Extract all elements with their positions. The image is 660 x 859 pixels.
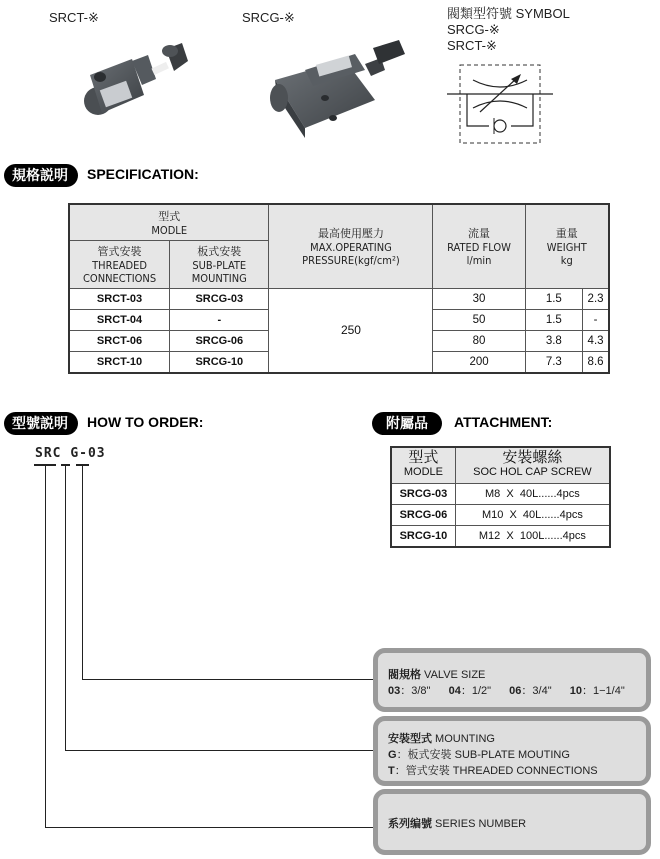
cell-subplate: - [170, 309, 269, 330]
series-title-en: SERIES NUMBER [432, 818, 527, 830]
valve-size-title-en: VALVE SIZE [421, 669, 486, 681]
size-code-04: 04 [448, 685, 461, 697]
product-caption-srcg: SRCG-※ [242, 10, 295, 25]
header-attach-model: 型式 MODLE [391, 447, 455, 483]
mounting-box [373, 716, 651, 786]
size-code-03: 03 [388, 685, 401, 697]
leader-mounting-vertical [65, 464, 66, 751]
order-code-mounting: G [70, 446, 80, 461]
header-model: 型式 MODLE [69, 204, 269, 240]
header-attach-screw: 安裝螺絲 SOC HOL CAP SCREW [455, 447, 610, 483]
cell-subplate: SRCG-10 [170, 351, 269, 373]
cell-flow: 50 [433, 309, 525, 330]
order-code-size: 03 [87, 446, 106, 461]
cell-attach-model: SRCG-10 [391, 525, 455, 547]
cell-flow: 30 [433, 288, 525, 309]
cell-weight-subplate: 8.6 [583, 351, 609, 373]
mounting-title-en: MOUNTING [432, 733, 495, 745]
srct-valve-photo [70, 35, 190, 125]
cell-weight-subplate: 4.3 [583, 330, 609, 351]
how-to-order-badge: 型號説明 [4, 412, 78, 435]
attachment-title: ATTACHMENT: [454, 414, 553, 430]
header-threaded: 管式安裝 THREADED CONNECTIONS [69, 240, 170, 288]
attachment-table [390, 446, 611, 548]
srcg-valve-photo [255, 40, 415, 140]
symbol-title [447, 6, 570, 54]
mounting-code-g: G [388, 749, 397, 761]
header-pressure: 最高使用壓力 MAX.OPERATING PRESSURE(kgf/cm²) [269, 204, 433, 288]
symbol-model-srcg: SRCG-※ [447, 22, 500, 37]
attachment-badge: 附屬品 [372, 412, 442, 435]
cell-weight-subplate: 2.3 [583, 288, 609, 309]
cell-attach-screw: M10 X 40L......4pcs [455, 504, 610, 525]
valve-size-box [373, 648, 651, 712]
specification-title: SPECIFICATION: [87, 166, 199, 182]
leader-size-horizontal [82, 679, 373, 680]
leader-series-vertical [45, 464, 46, 828]
cell-weight-threaded: 1.5 [525, 309, 583, 330]
series-box [373, 789, 651, 855]
table-row [69, 288, 609, 309]
cell-weight-threaded: 1.5 [525, 288, 583, 309]
cell-attach-model: SRCG-03 [391, 483, 455, 504]
cell-attach-model: SRCG-06 [391, 504, 455, 525]
size-value-04: ：1/2" [460, 685, 492, 697]
mounting-value-g: ：板式安裝 SUB-PLATE MOUTING [396, 749, 570, 761]
leader-size-vertical [82, 464, 83, 680]
cell-weight-threaded: 7.3 [525, 351, 583, 373]
cell-pressure: 250 [269, 288, 433, 373]
table-row [391, 525, 610, 547]
symbol-model-srct: SRCT-※ [447, 38, 497, 53]
cell-threaded: SRCT-10 [69, 351, 170, 373]
cell-weight-subplate: - [583, 309, 609, 330]
size-value-03: ：3/8" [400, 685, 431, 697]
leader-series-horizontal [45, 827, 373, 828]
cell-attach-screw: M12 X 100L......4pcs [455, 525, 610, 547]
mounting-value-t: ：管式安裝 THREADED CONNECTIONS [394, 765, 598, 777]
flow-control-symbol-icon [445, 60, 555, 150]
size-value-10: ：1−1/4" [581, 685, 625, 697]
series-title-cn: 系列编號 [388, 818, 432, 830]
cell-flow: 80 [433, 330, 525, 351]
size-code-06: 06 [509, 685, 522, 697]
cell-threaded: SRCT-06 [69, 330, 170, 351]
mounting-code-t: T [388, 765, 395, 777]
cell-threaded: SRCT-04 [69, 309, 170, 330]
mounting-title-cn: 安裝型式 [388, 733, 432, 745]
symbol-heading: 閥類型符號 SYMBOL [447, 6, 570, 21]
header-weight: 重量 WEIGHT kg [525, 204, 609, 288]
cell-subplate: SRCG-06 [170, 330, 269, 351]
cell-attach-screw: M8 X 40L......4pcs [455, 483, 610, 504]
cell-subplate: SRCG-03 [170, 288, 269, 309]
header-flow: 流量 RATED FLOW l/min [433, 204, 525, 288]
size-code-10: 10 [569, 685, 582, 697]
order-code-series: SRC [35, 446, 62, 461]
how-to-order-title: HOW TO ORDER: [87, 414, 204, 430]
order-code-example [35, 446, 106, 461]
product-caption-srct: SRCT-※ [49, 10, 99, 25]
specification-table [68, 203, 610, 374]
header-subplate: 板式安裝 SUB-PLATE MOUNTING [170, 240, 269, 288]
table-row [391, 483, 610, 504]
cell-flow: 200 [433, 351, 525, 373]
order-code-separator: - [79, 446, 88, 461]
leader-mounting-horizontal [65, 750, 373, 751]
specification-badge: 規格説明 [4, 164, 78, 187]
valve-size-title-cn: 閥規格 [388, 669, 421, 681]
cell-threaded: SRCT-03 [69, 288, 170, 309]
size-value-06: ：3/4" [521, 685, 552, 697]
table-row [391, 504, 610, 525]
cell-weight-threaded: 3.8 [525, 330, 583, 351]
